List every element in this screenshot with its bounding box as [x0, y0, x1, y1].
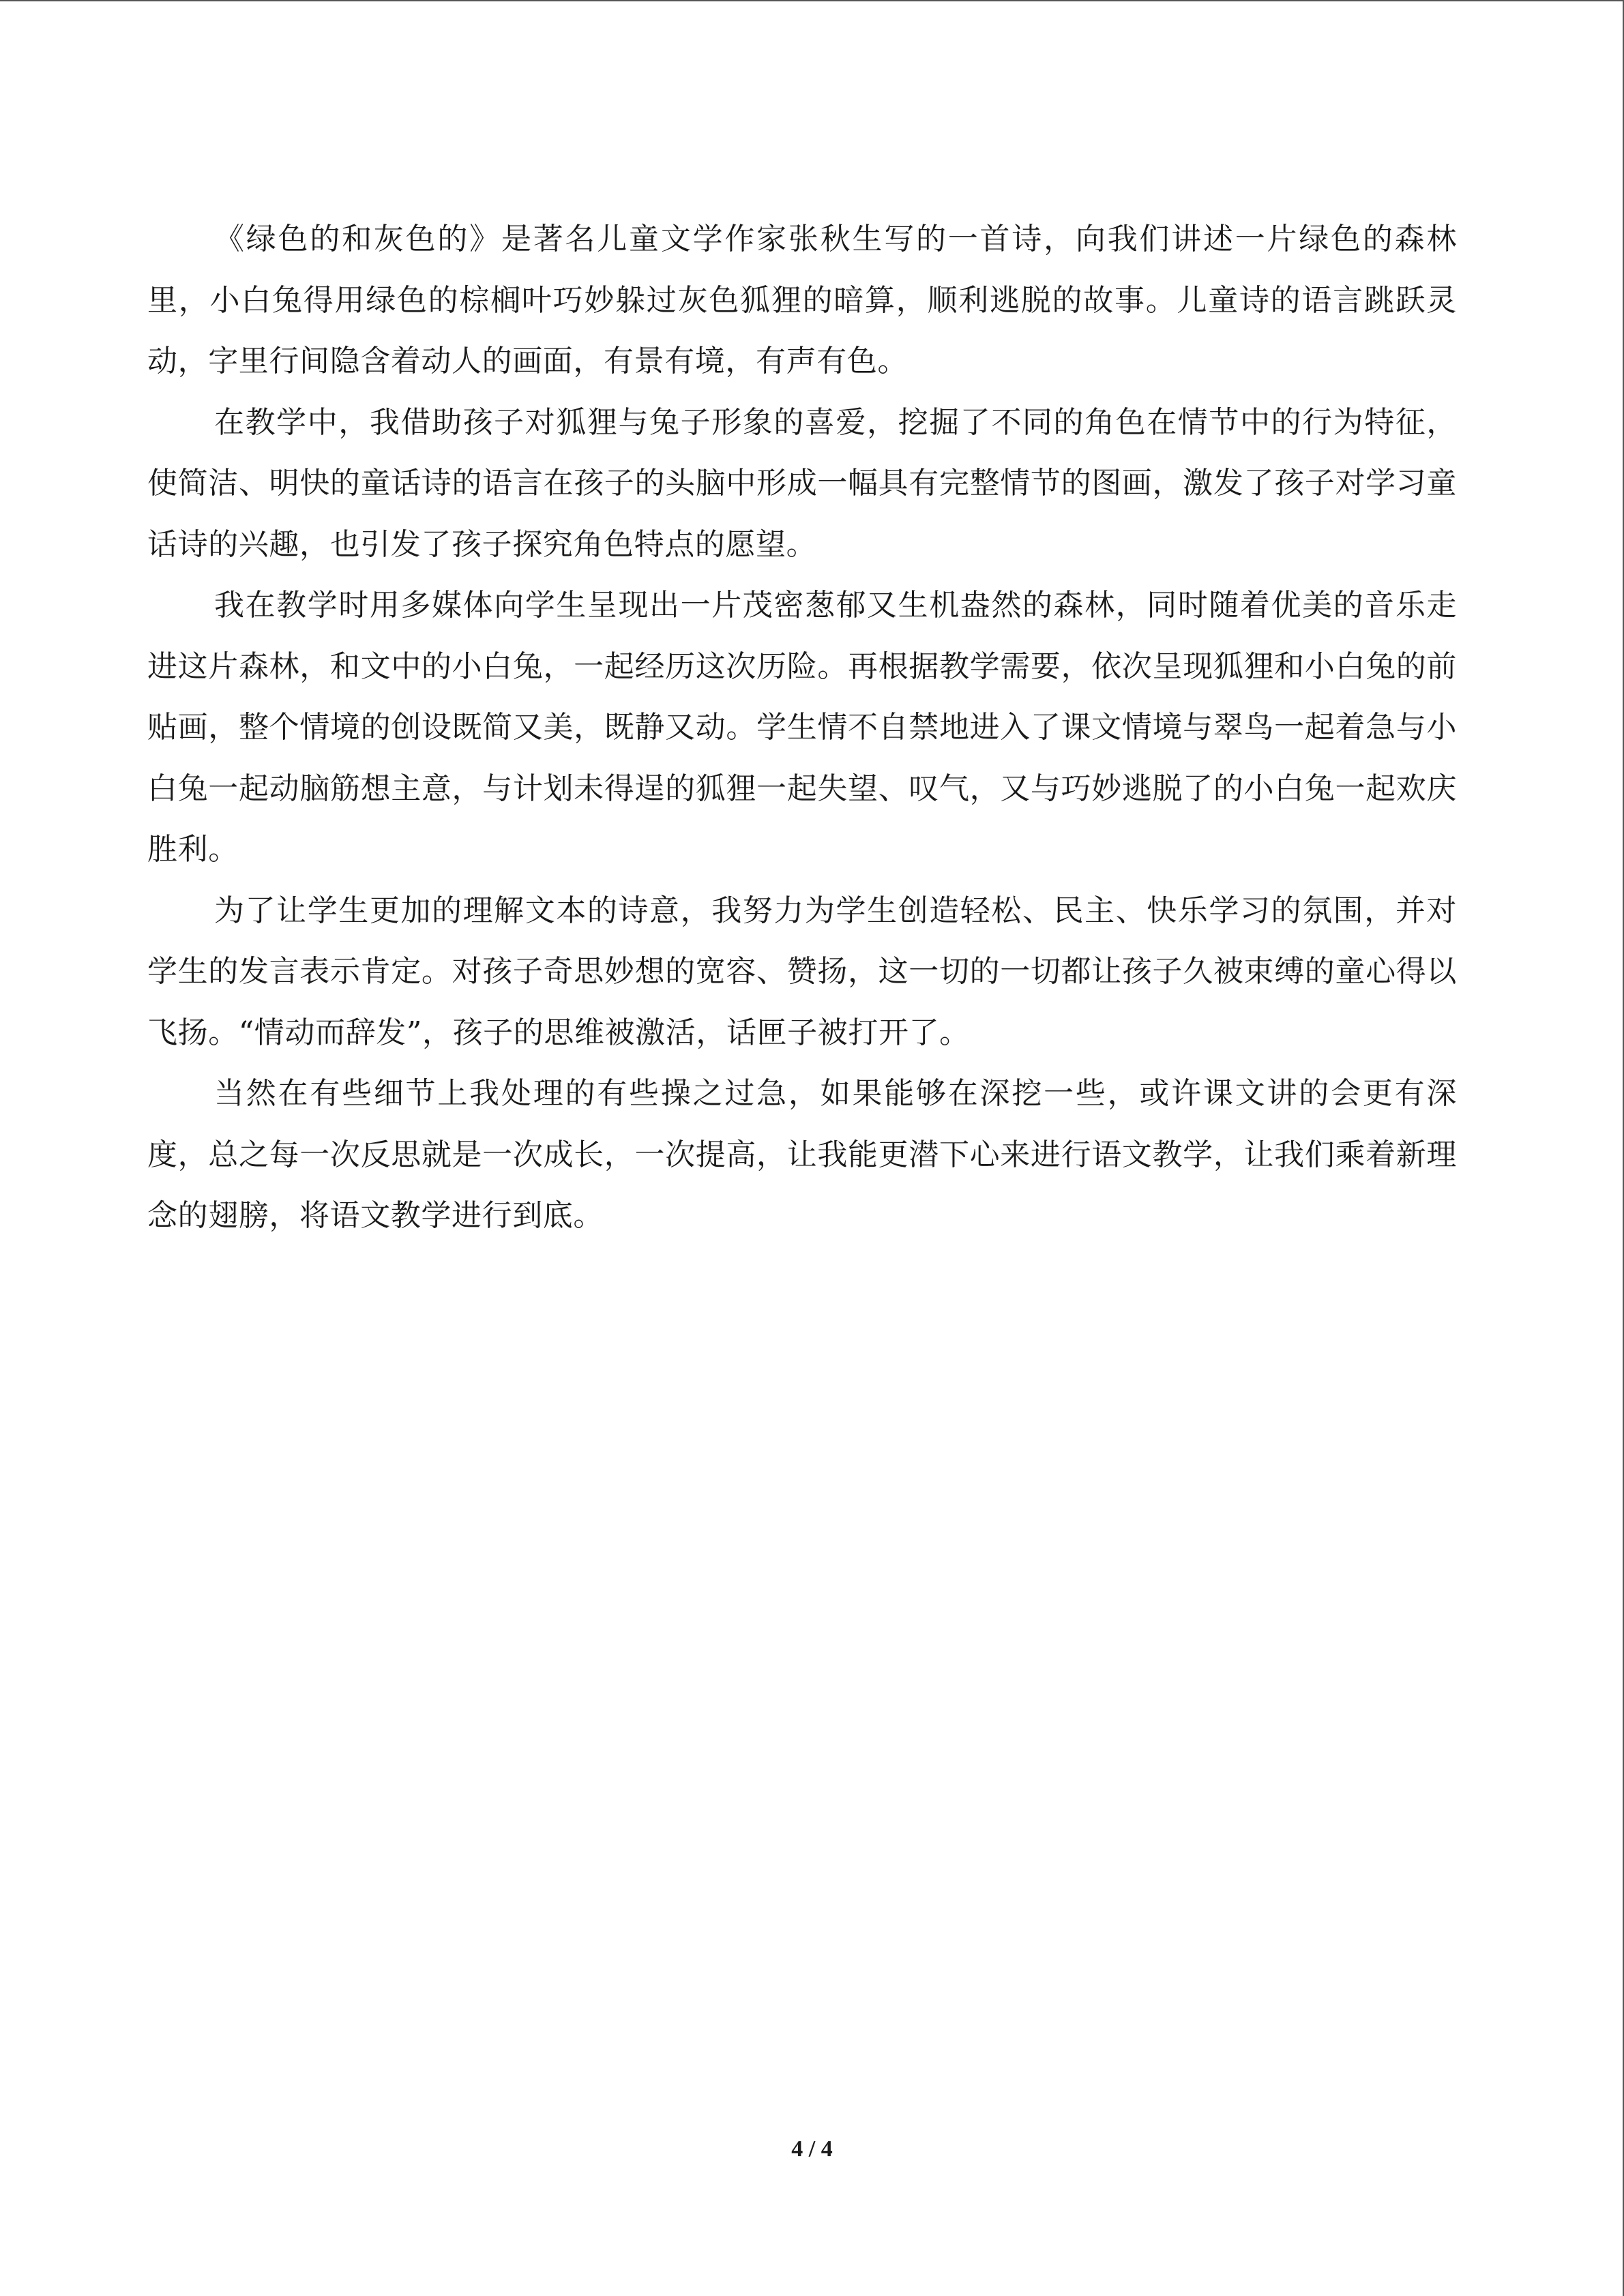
paragraph-2: 在教学中，我借助孩子对狐狸与兔子形象的喜爱，挖掘了不同的角色在情节中的行为特征，使简洁、明快的童话诗的语言在孩子的头脑中形成一幅具有完整情节的图画，激发了孩子对学习童话诗的兴趣，也引发了孩子探究角色特点的愿望。: [147, 404, 1457, 562]
paragraph-1: 《绿色的和灰色的》是著名儿童文学作家张秋生写的一首诗，向我们讲述一片绿色的森林里，小白兔得用绿色的棕榈叶巧妙躲过灰色狐狸的暗算，顺利逃脱的故事。儿童诗的语言跳跃灵动，字里行间隐含着动人的画面，有景有境，有声有色。: [147, 222, 1457, 378]
page-number: 4 / 4: [791, 2136, 833, 2162]
paragraph-5: 当然在有些细节上我处理的有些操之过急，如果能够在深挖一些，或许课文讲的会更有深度，总之每一次反思就是一次成长，一次提高，让我能更潜下心来进行语文教学，让我们乘着新理念的翅膀，将语文教学进行到底。: [147, 1076, 1457, 1233]
document-body: [147, 209, 1457, 1247]
paragraph-4: 为了让学生更加的理解文本的诗意，我努力为学生创造轻松、民主、快乐学习的氛围，并对学生的发言表示肯定。对孩子奇思妙想的宽容、赞扬，这一切的一切都让孩子久被束缚的童心得以飞扬。“情动而辞发”，孩子的思维被激活，话匣子被打开了。: [147, 893, 1457, 1050]
page-border-top: [0, 0, 1624, 1]
paragraph-3: 我在教学时用多媒体向学生呈现出一片茂密葱郁又生机盎然的森林，同时随着优美的音乐走进这片森林，和文中的小白兔，一起经历这次历险。再根据教学需要，依次呈现狐狸和小白兔的前贴画，整个情境的创设既简又美，既静又动。学生情不自禁地进入了课文情境与翠鸟一起着急与小白兔一起动脑筋想主意，与计划未得逞的狐狸一起失望、叹气，又与巧妙逃脱了的小白兔一起欢庆胜利。: [147, 588, 1457, 867]
